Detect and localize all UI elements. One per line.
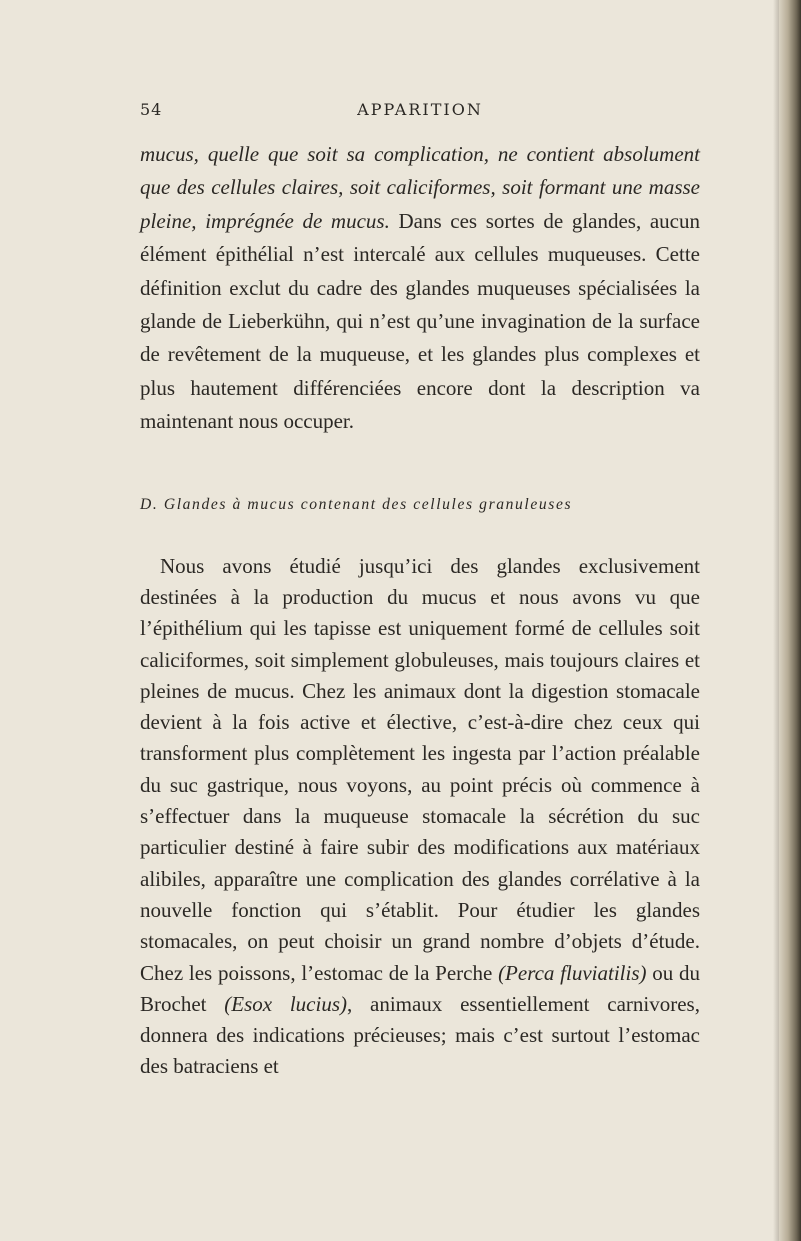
paragraph-2-text-2: ou du Brochet — [140, 960, 700, 1016]
species-esox: (Esox lucius) — [224, 991, 347, 1016]
species-perca: (Perca fluviatilis) — [498, 960, 647, 985]
paragraph-2-text-3: , animaux essentiellement carnivores, donnera des indications précieuses; mais c’est surtout l’estomac des batraciens et — [140, 991, 700, 1079]
page-header — [140, 100, 700, 126]
paragraph-1 — [140, 138, 700, 439]
paragraph-1-text: Dans ces sortes de glandes, aucun élément épithélial n’est intercalé aux cellules muqueuses. Cette définition exclut du cadre des glandes muqueuses spécialisées la glande de Lieberkühn, qui n’est qu’une invagination de la surface de revêtement de la muqueuse, et les glandes plus complexes et plus hautement différenciées encore dont la description va maintenant nous occuper. — [140, 208, 700, 434]
paragraph-2-text-1: Nous avons étudié jusqu’ici des glandes exclusivement destinées à la production du mucus et nous avons vu que l’épithélium qui les tapisse est uniquement formé de cellules soit caliciformes, soit simplement globuleuses, mais toujours claires et pleines de mucus. Chez les animaux dont la digestion stomacale devient à la fois active et élective, c’est-à-dire chez ceux qui transforment plus complètement les ingesta par l’action préalable du suc gastrique, nous voyons, au point précis où commence à s’effectuer dans la muqueuse stomacale la sécrétion du suc particulier destiné à faire subir des modifications aux matériaux alibiles, apparaître une complication des glandes corrélative à la nouvelle fonction qui s’établit. Pour étudier les glandes stomacales, on peut choisir un grand nombre d’objets d’étude. Chez les poissons, l’estomac de la Perche — [140, 553, 700, 985]
page-number: 54 — [140, 100, 163, 119]
body-text — [140, 138, 700, 1083]
running-head: APPARITION — [357, 100, 483, 119]
section-heading: D. Glandes à mucus contenant des cellules granuleuses — [140, 495, 573, 513]
book-edge — [779, 0, 801, 1241]
paragraph-1-italic-lead: mucus, quelle que soit sa complication, ne contient absolument que des cellules claires, soit caliciformes, soit formant une masse pleine, imprégnée de mucus. — [140, 142, 700, 233]
paragraph-2 — [140, 551, 700, 1083]
